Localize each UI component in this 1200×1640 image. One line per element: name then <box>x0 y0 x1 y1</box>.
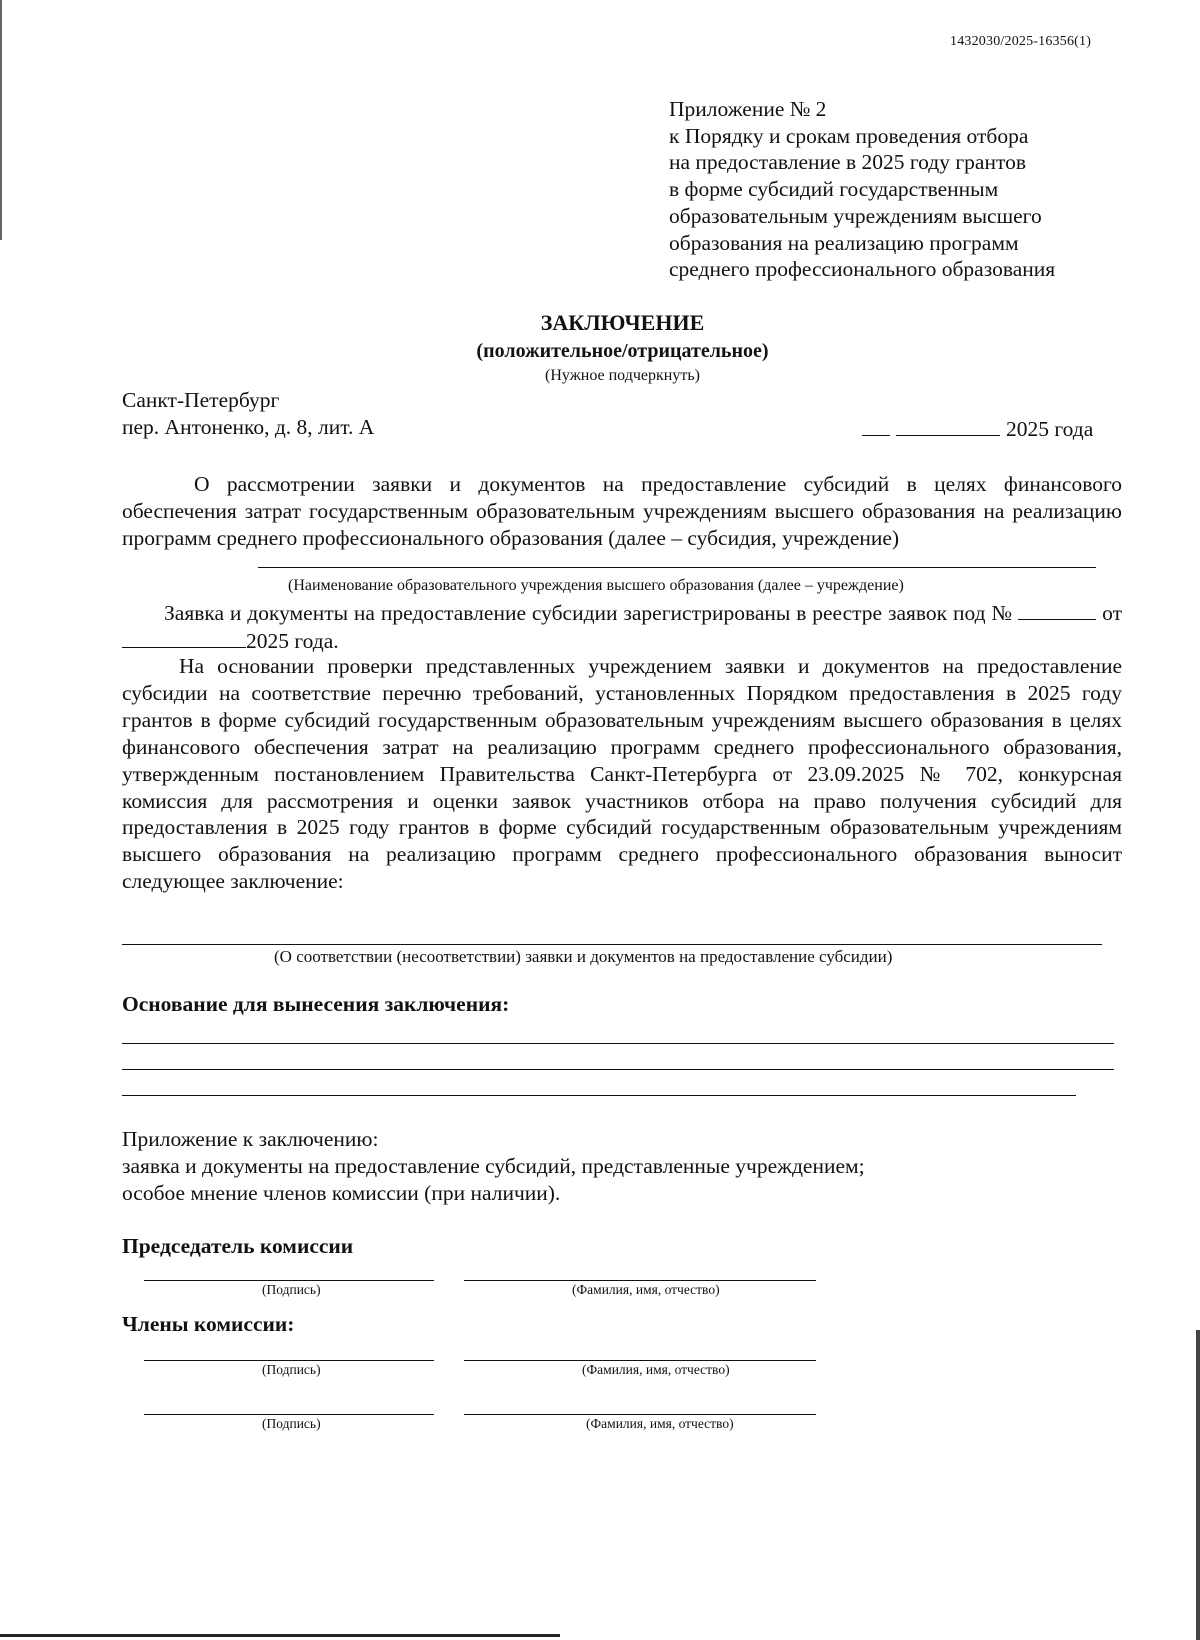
institution-name-field[interactable] <box>258 567 1096 568</box>
place-address: пер. Антоненко, д. 8, лит. А <box>122 415 375 439</box>
day-blank[interactable] <box>862 415 890 436</box>
registration-date-field[interactable] <box>122 627 246 648</box>
name-caption: (Фамилия, имя, отчество) <box>572 1282 720 1297</box>
appendix-line: среднего профессионального образования <box>669 257 1056 282</box>
appendix-line: в форме субсидий государственным <box>669 177 999 202</box>
registration-year: 2025 года. <box>246 628 339 653</box>
date-field[interactable] <box>862 415 1110 442</box>
registration-number-field[interactable] <box>1018 599 1096 620</box>
member-name-field[interactable] <box>464 1414 816 1415</box>
scan-edge-bottom <box>0 1634 560 1637</box>
annex-block <box>122 1126 865 1207</box>
member-name-field[interactable] <box>464 1360 816 1361</box>
decision-paragraph: На основании проверки представленных учреждением заявки и документов на предоставление субсидии на соответствие перечню требований, установленных Порядком предоставления в 2025 году грантов в форме субсидий государственным образовательным учреждениям высшего образования в целях финансового обеспечения затрат на реализацию программ среднего профессионального образования, утвержденным постановлением Правительства Санкт-Петербурга от 23.09.2025 № 702, конкурсная комиссия для рассмотрения и оценки заявок участников отбора на право получения субсидий для предоставления в 2025 году грантов в форме субсидий государственным образовательным учреждениям высшего образования на реализацию программ среднего профессионального образования выносит следующее заключение: <box>122 654 1122 894</box>
institution-name-note: (Наименование образовательного учреждения высшего образования (далее – учреждение) <box>288 577 904 594</box>
document-subtitle: (положительное/отрицательное) <box>476 340 769 362</box>
registration-paragraph <box>122 599 1122 655</box>
annex-line: заявка и документы на предоставление субсидий, представленные учреждением; <box>122 1154 865 1178</box>
signature-caption: (Подпись) <box>262 1362 321 1377</box>
appendix-header <box>669 96 1129 283</box>
chair-name-field[interactable] <box>464 1280 816 1281</box>
registration-from: от <box>1102 601 1123 625</box>
result-field[interactable] <box>122 944 1102 945</box>
signature-caption: (Подпись) <box>262 1416 321 1431</box>
chair-title: Председатель комиссии <box>122 1234 354 1258</box>
members-title: Члены комиссии: <box>122 1312 295 1336</box>
signature-caption: (Подпись) <box>262 1282 321 1297</box>
appendix-line: образовательным учреждениям высшего <box>669 203 1042 228</box>
intro-paragraph: О рассмотрении заявки и документов на предоставление субсидий в целях финансового обеспечения затрат государственным образовательным учреждениям высшего образования на реализацию программ среднего профессионального образования (далее – субсидия, учреждение) <box>122 472 1122 550</box>
document-serial-number: 1432030/2025-16356(1) <box>950 34 1092 49</box>
basis-title: Основание для вынесения заключения: <box>122 992 510 1016</box>
name-caption: (Фамилия, имя, отчество) <box>586 1416 734 1431</box>
place-city: Санкт-Петербург <box>122 388 280 412</box>
registration-text: Заявка и документы на предоставление субсидии зарегистрированы в реестре заявок под № <box>164 601 1013 625</box>
basis-field-line[interactable] <box>122 1043 1114 1044</box>
scan-edge-right <box>1196 1330 1200 1640</box>
basis-field-line[interactable] <box>122 1095 1076 1096</box>
member-signature-field[interactable] <box>144 1414 434 1415</box>
appendix-line: на предоставление в 2025 году грантов <box>669 150 1026 175</box>
basis-field-line[interactable] <box>122 1069 1114 1070</box>
result-note: (О соответствии (несоответствии) заявки и документов на предоставление субсидии) <box>274 947 893 966</box>
annex-line: особое мнение членов комиссии (при наличии). <box>122 1181 561 1205</box>
appendix-line: Приложение № 2 <box>669 97 827 121</box>
annex-line: Приложение к заключению: <box>122 1127 379 1151</box>
document-title: ЗАКЛЮЧЕНИЕ <box>540 310 705 335</box>
appendix-line: образования на реализацию программ <box>669 230 1019 255</box>
appendix-line: к Порядку и срокам проведения отбора <box>669 123 1029 148</box>
underline-note: (Нужное подчеркнуть) <box>545 367 700 384</box>
scan-edge-left <box>0 0 2 240</box>
member-signature-field[interactable] <box>144 1360 434 1361</box>
month-blank[interactable] <box>896 415 1000 436</box>
chair-signature-field[interactable] <box>144 1280 434 1281</box>
name-caption: (Фамилия, имя, отчество) <box>582 1362 730 1377</box>
date-suffix: 2025 года <box>1006 417 1094 441</box>
